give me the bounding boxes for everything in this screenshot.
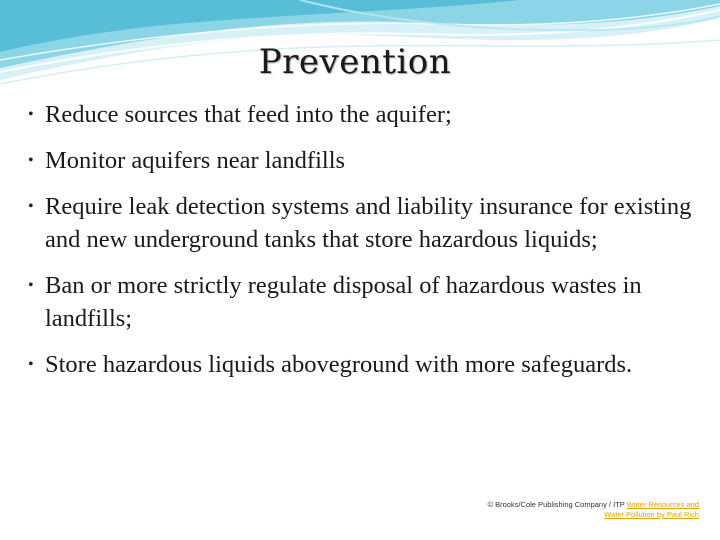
bullet-item <box>28 348 708 381</box>
bullet-text: Monitor aquifers near landfills <box>45 147 346 174</box>
copyright-prefix: © Brooks/Cole Publishing Company / ITP <box>487 500 625 509</box>
slide-title: Prevention <box>258 42 452 82</box>
bullet-marker: • <box>28 106 34 123</box>
bullet-marker: • <box>28 198 34 215</box>
bullet-item <box>28 144 708 177</box>
bullet-list <box>28 98 708 394</box>
bullet-marker: • <box>28 152 34 169</box>
bullet-item <box>28 269 708 335</box>
bullet-text: Store hazardous liquids aboveground with more safeguards. <box>45 351 633 378</box>
bullet-text: Ban or more strictly regulate disposal of hazardous wastes in landfills; <box>45 272 642 332</box>
bullet-marker: • <box>28 356 34 373</box>
bullet-marker: • <box>28 277 34 294</box>
bullet-text: Require leak detection systems and liability insurance for existing and new underground tanks that store hazardous liquids; <box>45 193 692 253</box>
bullet-item <box>28 98 708 131</box>
copyright-source-link[interactable]: Water Resources and Water Pollution by Paul Rich <box>604 500 699 519</box>
copyright-notice <box>487 500 699 520</box>
bullet-item <box>28 190 708 256</box>
bullet-text: Reduce sources that feed into the aquifer; <box>45 101 452 128</box>
